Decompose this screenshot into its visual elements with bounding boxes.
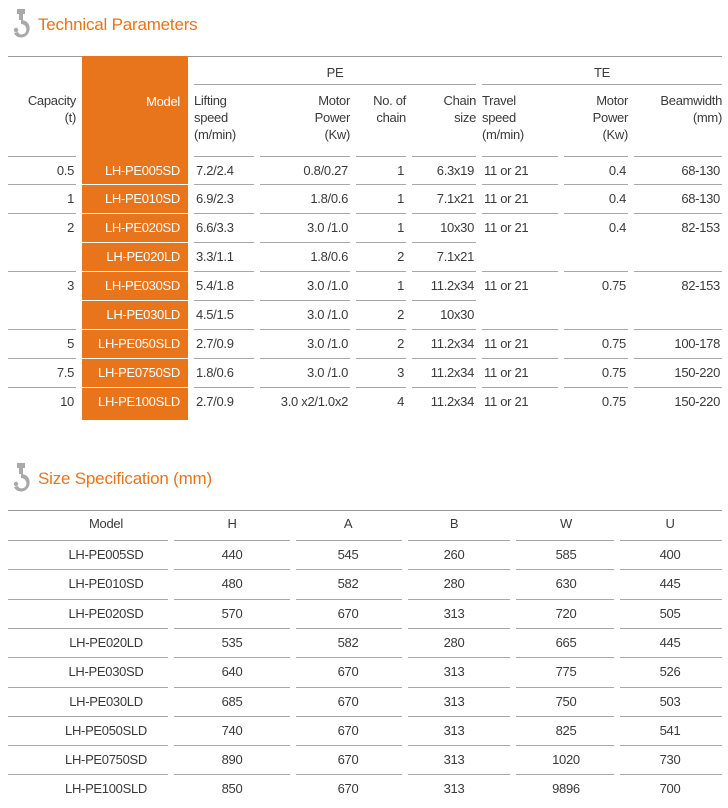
row-divider — [412, 213, 476, 214]
size-cell-h: 685 — [221, 694, 243, 709]
size-cell-b: 260 — [443, 547, 465, 562]
size-row-divider — [296, 774, 402, 775]
tech-cell-chain-size: 11.2x34 — [430, 278, 474, 293]
tech-cell-beam: 100-178 — [674, 336, 720, 351]
tech-cell-chain-no: 2 — [397, 336, 404, 351]
tech-cell-chain-size: 11.2x34 — [430, 336, 474, 351]
row-divider — [194, 329, 254, 330]
size-header-h: H — [227, 516, 237, 531]
tech-cell-beam: 150-220 — [674, 365, 720, 380]
size-cell-model: LH-PE020SD — [68, 606, 144, 621]
tech-section-header — [8, 8, 197, 42]
row-divider — [482, 387, 558, 388]
tech-cell-chain-no: 2 — [397, 249, 404, 264]
size-row-divider — [8, 540, 168, 541]
size-cell-w: 9896 — [552, 781, 580, 796]
size-row-divider — [620, 569, 722, 570]
size-row-divider — [408, 716, 510, 717]
size-row-divider — [516, 657, 614, 658]
tech-cell-motor-te: 0.75 — [601, 394, 626, 409]
size-row-divider — [296, 745, 402, 746]
row-divider — [8, 271, 76, 272]
tech-cell-capacity: 5 — [67, 336, 74, 351]
size-cell-u: 445 — [659, 576, 681, 591]
size-row-divider — [516, 569, 614, 570]
tech-cell-model: LH-PE0750SD — [98, 365, 180, 380]
tech-cell-travel: 11 or 21 — [484, 163, 529, 178]
tech-cell-lifting: 6.6/3.3 — [196, 220, 234, 235]
size-row-divider — [408, 599, 510, 600]
size-row-divider — [8, 687, 168, 688]
tech-cell-capacity: 10 — [60, 394, 74, 409]
tech-cell-motor-pe: 3.0 /1.0 — [307, 278, 348, 293]
size-cell-u: 400 — [659, 547, 681, 562]
row-divider — [260, 329, 350, 330]
crane-hook-icon — [8, 462, 36, 496]
size-cell-a: 670 — [337, 606, 359, 621]
size-row-divider — [516, 687, 614, 688]
size-row-divider — [408, 569, 510, 570]
size-row-divider — [408, 687, 510, 688]
size-cell-h: 480 — [221, 576, 243, 591]
tech-cell-travel: 11 or 21 — [484, 394, 529, 409]
size-row-divider — [620, 599, 722, 600]
tech-cell-travel: 11 or 21 — [484, 278, 529, 293]
size-row-divider — [8, 657, 168, 658]
header-model: Model — [146, 94, 180, 109]
size-row-divider — [174, 774, 290, 775]
size-row-divider — [620, 657, 722, 658]
size-header-u: U — [665, 516, 675, 531]
row-divider — [194, 271, 254, 272]
tech-cell-motor-pe: 3.0 /1.0 — [307, 307, 348, 322]
tech-title: Technical Parameters — [38, 15, 198, 34]
tech-cell-beam: 150-220 — [674, 394, 720, 409]
tech-cell-motor-te: 0.75 — [601, 365, 626, 380]
size-row-divider — [408, 657, 510, 658]
row-divider — [8, 213, 76, 214]
size-row-divider — [620, 628, 722, 629]
size-cell-u: 730 — [659, 752, 681, 767]
tech-cell-chain-size: 7.1x21 — [436, 191, 474, 206]
tech-cell-motor-pe: 0.8/0.27 — [303, 163, 348, 178]
header-underline — [564, 156, 628, 157]
size-cell-u: 503 — [659, 694, 681, 709]
row-divider — [564, 213, 628, 214]
tech-cell-chain-no: 1 — [397, 163, 404, 178]
row-divider — [194, 213, 254, 214]
tech-cell-travel: 11 or 21 — [484, 191, 529, 206]
size-row-divider — [408, 540, 510, 541]
size-row-divider — [516, 745, 614, 746]
tech-cell-beam: 82-153 — [681, 278, 720, 293]
size-cell-w: 1020 — [552, 752, 580, 767]
size-cell-a: 670 — [337, 694, 359, 709]
size-cell-h: 440 — [221, 547, 243, 562]
size-cell-h: 850 — [221, 781, 243, 796]
size-row-divider — [174, 745, 290, 746]
header-underline — [482, 156, 558, 157]
tech-cell-capacity: 2 — [67, 220, 74, 235]
header-underline — [260, 156, 350, 157]
size-row-divider — [516, 540, 614, 541]
size-cell-h: 640 — [221, 664, 243, 679]
crane-hook-icon — [8, 8, 36, 42]
size-row-divider — [174, 540, 290, 541]
size-cell-w: 585 — [555, 547, 577, 562]
size-row-divider — [296, 716, 402, 717]
row-divider — [260, 271, 350, 272]
size-row-divider — [8, 774, 168, 775]
size-row-divider — [620, 745, 722, 746]
size-cell-u: 505 — [659, 606, 681, 621]
tech-cell-beam: 68-130 — [681, 191, 720, 206]
tech-cell-lifting: 6.9/2.3 — [196, 191, 234, 206]
tech-cell-beam: 68-130 — [681, 163, 720, 178]
row-divider — [356, 387, 406, 388]
row-divider — [8, 329, 76, 330]
row-divider — [412, 329, 476, 330]
size-row-divider — [174, 569, 290, 570]
row-divider — [634, 213, 722, 214]
size-row-divider — [620, 687, 722, 688]
tech-cell-model: LH-PE020SD — [104, 220, 180, 235]
size-cell-b: 313 — [443, 664, 465, 679]
size-row-divider — [296, 540, 402, 541]
size-cell-u: 541 — [659, 723, 681, 738]
size-row-divider — [620, 540, 722, 541]
size-cell-a: 670 — [337, 664, 359, 679]
row-divider — [482, 213, 558, 214]
size-cell-model: LH-PE030SD — [68, 664, 144, 679]
size-row-divider — [620, 716, 722, 717]
model-row-divider — [82, 329, 188, 330]
size-row-divider — [8, 599, 168, 600]
tech-cell-model: LH-PE005SD — [104, 163, 180, 178]
row-divider — [564, 329, 628, 330]
size-row-divider — [408, 774, 510, 775]
header-capacity: Capacity (t) — [27, 93, 76, 125]
row-divider — [194, 387, 254, 388]
size-cell-a: 582 — [337, 635, 359, 650]
size-cell-a: 670 — [337, 752, 359, 767]
tech-cell-chain-size: 6.3x19 — [436, 163, 474, 178]
tech-cell-chain-size: 11.2x34 — [430, 394, 474, 409]
size-cell-w: 720 — [555, 606, 577, 621]
row-divider — [356, 242, 406, 243]
size-row-divider — [296, 569, 402, 570]
size-cell-w: 775 — [555, 664, 577, 679]
size-row-divider — [296, 657, 402, 658]
model-row-divider — [82, 184, 188, 185]
header-underline — [634, 156, 722, 157]
size-cell-model: LH-PE005SD — [68, 547, 144, 562]
tech-cell-chain-no: 1 — [397, 191, 404, 206]
row-divider — [634, 271, 722, 272]
row-divider — [356, 358, 406, 359]
row-divider — [634, 184, 722, 185]
row-divider — [260, 387, 350, 388]
size-specification-table — [8, 510, 722, 802]
tech-cell-lifting: 1.8/0.6 — [196, 365, 234, 380]
tech-cell-chain-size: 10x30 — [440, 307, 474, 322]
size-row-divider — [516, 599, 614, 600]
header-chain-size: Chain size — [443, 93, 476, 125]
size-row-divider — [8, 745, 168, 746]
row-divider — [356, 184, 406, 185]
size-row-divider — [8, 716, 168, 717]
size-row-divider — [408, 745, 510, 746]
size-header-model: Model — [89, 516, 123, 531]
tech-cell-motor-pe: 3.0 x2/1.0x2 — [280, 394, 348, 409]
row-divider — [8, 387, 76, 388]
size-cell-h: 535 — [221, 635, 243, 650]
tech-cell-chain-no: 4 — [397, 394, 404, 409]
size-row-divider — [8, 569, 168, 570]
header-underline — [194, 156, 254, 157]
model-row-divider — [82, 213, 188, 214]
row-divider — [634, 358, 722, 359]
size-cell-model: LH-PE050SLD — [65, 723, 147, 738]
size-cell-h: 740 — [221, 723, 243, 738]
row-divider — [412, 242, 476, 243]
row-divider — [356, 271, 406, 272]
row-divider — [564, 358, 628, 359]
row-divider — [260, 242, 350, 243]
tech-cell-chain-no: 1 — [397, 278, 404, 293]
size-cell-u: 700 — [659, 781, 681, 796]
size-cell-b: 313 — [443, 723, 465, 738]
size-header-a: A — [343, 516, 353, 531]
tech-cell-lifting: 7.2/2.4 — [196, 163, 234, 178]
tech-cell-model: LH-PE030LD — [106, 307, 180, 322]
group-te-divider — [482, 84, 722, 85]
tech-cell-model: LH-PE100SLD — [98, 394, 180, 409]
size-cell-model: LH-PE100SLD — [65, 781, 147, 796]
row-divider — [412, 358, 476, 359]
group-pe-divider — [194, 84, 476, 85]
tech-cell-travel: 11 or 21 — [484, 220, 529, 235]
row-divider — [412, 271, 476, 272]
model-row-divider — [82, 387, 188, 388]
header-chain-no: No. of chain — [373, 93, 406, 125]
row-divider — [482, 358, 558, 359]
header-lifting-speed: Lifting speed (m/min) — [194, 93, 236, 142]
size-cell-b: 313 — [443, 752, 465, 767]
size-row-divider — [516, 628, 614, 629]
size-row-divider — [174, 599, 290, 600]
size-row-divider — [620, 774, 722, 775]
size-cell-h: 570 — [221, 606, 243, 621]
size-row-divider — [408, 628, 510, 629]
size-cell-w: 630 — [555, 576, 577, 591]
model-row-divider — [82, 300, 188, 301]
row-divider — [194, 184, 254, 185]
row-divider — [564, 387, 628, 388]
model-row-divider — [82, 242, 188, 243]
tech-cell-travel: 11 or 21 — [484, 336, 529, 351]
row-divider — [634, 387, 722, 388]
tech-cell-motor-te: 0.4 — [608, 220, 626, 235]
size-cell-model: LH-PE010SD — [68, 576, 144, 591]
size-row-divider — [174, 687, 290, 688]
tech-cell-capacity: 3 — [67, 278, 74, 293]
tech-cell-chain-size: 7.1x21 — [436, 249, 474, 264]
size-cell-model: LH-PE020LD — [69, 635, 143, 650]
size-row-divider — [174, 716, 290, 717]
tech-cell-model: LH-PE050SLD — [98, 336, 180, 351]
size-row-divider — [296, 599, 402, 600]
row-divider — [8, 358, 76, 359]
size-cell-model: LH-PE0750SD — [65, 752, 147, 767]
group-pe-label: PE — [326, 65, 344, 80]
tech-cell-beam: 82-153 — [681, 220, 720, 235]
row-divider — [8, 184, 76, 185]
tech-cell-motor-te: 0.75 — [601, 336, 626, 351]
header-underline — [8, 156, 76, 157]
row-divider — [412, 184, 476, 185]
tech-cell-capacity: 1 — [67, 191, 74, 206]
header-beamwidth: Beamwidth (mm) — [660, 93, 722, 125]
header-underline — [356, 156, 406, 157]
size-header-b: B — [449, 516, 459, 531]
row-divider — [564, 184, 628, 185]
size-cell-w: 825 — [555, 723, 577, 738]
size-cell-a: 582 — [337, 576, 359, 591]
row-divider — [482, 329, 558, 330]
row-divider — [194, 242, 254, 243]
size-cell-model: LH-PE030LD — [69, 694, 143, 709]
size-cell-h: 890 — [221, 752, 243, 767]
size-cell-b: 313 — [443, 694, 465, 709]
header-travel-speed: Travel speed (m/min) — [482, 93, 524, 142]
size-cell-b: 280 — [443, 576, 465, 591]
tech-cell-travel: 11 or 21 — [484, 365, 529, 380]
size-cell-w: 750 — [555, 694, 577, 709]
size-cell-b: 313 — [443, 781, 465, 796]
tech-cell-model: LH-PE020LD — [106, 249, 180, 264]
size-cell-w: 665 — [555, 635, 577, 650]
row-divider — [356, 329, 406, 330]
row-divider — [482, 271, 558, 272]
tech-cell-lifting: 4.5/1.5 — [196, 307, 234, 322]
size-cell-u: 445 — [659, 635, 681, 650]
tech-cell-chain-size: 11.2x34 — [430, 365, 474, 380]
header-motor-power-te: Motor Power (Kw) — [592, 93, 628, 142]
tech-cell-model: LH-PE030SD — [104, 278, 180, 293]
row-divider — [260, 300, 350, 301]
header-motor-power-pe: Motor Power (Kw) — [314, 93, 350, 142]
model-row-divider — [82, 271, 188, 272]
row-divider — [634, 329, 722, 330]
group-te-label: TE — [593, 65, 610, 80]
size-cell-a: 545 — [337, 547, 359, 562]
tech-cell-motor-pe: 1.8/0.6 — [310, 191, 348, 206]
tech-cell-chain-size: 10x30 — [440, 220, 474, 235]
row-divider — [482, 184, 558, 185]
row-divider — [564, 271, 628, 272]
size-row-divider — [516, 774, 614, 775]
row-divider — [194, 300, 254, 301]
size-header-w: W — [560, 516, 572, 531]
tech-cell-model: LH-PE010SD — [104, 191, 180, 206]
tech-cell-capacity: 0.5 — [56, 163, 74, 178]
tech-cell-chain-no: 3 — [397, 365, 404, 380]
tech-cell-lifting: 3.3/1.1 — [196, 249, 234, 264]
size-cell-b: 280 — [443, 635, 465, 650]
tech-cell-motor-pe: 3.0 /1.0 — [307, 220, 348, 235]
tech-cell-chain-no: 2 — [397, 307, 404, 322]
row-divider — [356, 300, 406, 301]
size-row-divider — [174, 657, 290, 658]
tech-cell-motor-te: 0.75 — [601, 278, 626, 293]
header-underline — [412, 156, 476, 157]
size-cell-b: 313 — [443, 606, 465, 621]
row-divider — [260, 184, 350, 185]
row-divider — [412, 387, 476, 388]
size-section-header — [8, 462, 212, 496]
size-title: Size Specification (mm) — [38, 469, 212, 488]
size-row-divider — [296, 628, 402, 629]
size-cell-a: 670 — [337, 723, 359, 738]
row-divider — [260, 358, 350, 359]
tech-cell-lifting: 5.4/1.8 — [196, 278, 234, 293]
technical-parameters-table — [8, 56, 722, 420]
size-row-divider — [174, 628, 290, 629]
tech-cell-motor-te: 0.4 — [608, 191, 626, 206]
size-row-divider — [8, 628, 168, 629]
size-cell-u: 526 — [659, 664, 681, 679]
tech-cell-chain-no: 1 — [397, 220, 404, 235]
size-row-divider — [516, 716, 614, 717]
tech-cell-motor-pe: 1.8/0.6 — [310, 249, 348, 264]
tech-cell-lifting: 2.7/0.9 — [196, 394, 234, 409]
tech-cell-capacity: 7.5 — [56, 365, 74, 380]
tech-cell-motor-pe: 3.0 /1.0 — [307, 336, 348, 351]
row-divider — [260, 213, 350, 214]
model-row-divider — [82, 358, 188, 359]
tech-cell-lifting: 2.7/0.9 — [196, 336, 234, 351]
tech-cell-motor-pe: 3.0 /1.0 — [307, 365, 348, 380]
tech-cell-motor-te: 0.4 — [608, 163, 626, 178]
size-row-divider — [296, 687, 402, 688]
row-divider — [194, 358, 254, 359]
size-cell-a: 670 — [337, 781, 359, 796]
row-divider — [412, 300, 476, 301]
row-divider — [356, 213, 406, 214]
